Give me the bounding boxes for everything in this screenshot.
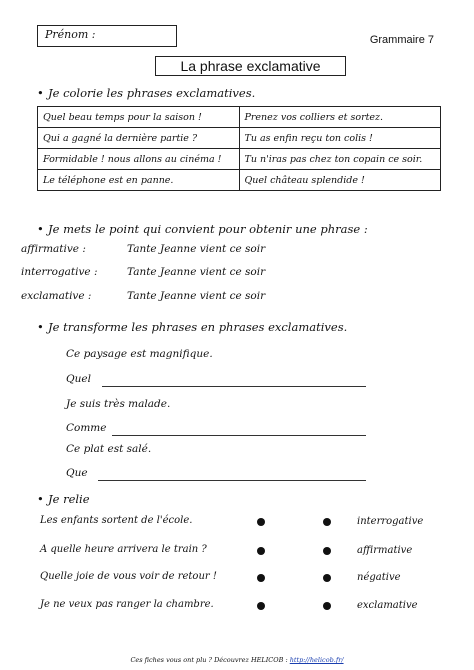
link-dot-right[interactable] [323,518,331,526]
ex3-instruction: • Je transforme les phrases en phrases exclamatives. [37,320,348,334]
phrase-cell[interactable]: Tu n'iras pas chez ton copain ce soir. [239,149,441,170]
ex4-right-item: négative [357,572,401,583]
phrase-cell[interactable]: Prenez vos colliers et sortez. [239,107,441,128]
bullet-icon: • [37,86,44,100]
sentence-text[interactable]: Tante Jeanne vient ce soir [127,243,266,255]
footer [0,656,474,664]
link-dot-left[interactable] [257,547,265,555]
sentence-type-label: exclamative : [21,290,92,302]
ex4-left-item: Quelle joie de vous voir de retour ! [40,571,217,582]
ex4-right-item: interrogative [357,516,424,527]
answer-line[interactable] [102,386,366,387]
ex3-phrase: Ce plat est salé. [66,443,152,455]
page-title: La phrase exclamative [155,56,346,76]
prenom-field[interactable] [37,25,177,47]
phrase-cell[interactable]: Le téléphone est en panne. [38,170,240,191]
sentence-text[interactable]: Tante Jeanne vient ce soir [127,290,266,302]
ex2-instruction: • Je mets le point qui convient pour obtenir une phrase : [37,222,368,236]
link-dot-right[interactable] [323,602,331,610]
prenom-label: Prénom : [45,28,96,41]
phrase-cell[interactable]: Quel château splendide ! [239,170,441,191]
footer-text: Ces fiches vous ont plu ? Découvrez HELICOB : [130,656,288,664]
table-row [38,128,441,149]
footer-link[interactable]: http://helicob.fr/ [289,656,344,664]
table-row [38,170,441,191]
ex3-phrase: Je suis très malade. [66,398,171,410]
sentence-type-label: affirmative : [21,243,86,255]
sentence-type-label: interrogative : [21,266,98,278]
ex4-right-item: exclamative [357,600,418,611]
ex4-instruction: • Je relie [37,492,90,506]
link-dot-right[interactable] [323,574,331,582]
table-row [38,107,441,128]
ex3-answer-start: Comme [66,422,107,434]
ex3-answer-start: Quel [66,373,91,385]
phrase-cell[interactable]: Quel beau temps pour la saison ! [38,107,240,128]
ex1-instruction: • Je colorie les phrases exclamatives. [37,86,256,100]
ex2-row-interrogative [21,266,265,278]
sentence-text[interactable]: Tante Jeanne vient ce soir [127,266,266,278]
link-dot-left[interactable] [257,602,265,610]
ex2-row-affirmative [21,243,265,255]
ex3-answer-start: Que [66,467,88,479]
phrase-cell[interactable]: Tu as enfin reçu ton colis ! [239,128,441,149]
ex2-row-exclamative [21,290,265,302]
bullet-icon: • [37,222,44,236]
answer-line[interactable] [98,480,366,481]
ex4-left-item: Les enfants sortent de l'école. [40,515,193,526]
ex3-phrase: Ce paysage est magnifique. [66,348,213,360]
phrase-cell[interactable]: Qui a gagné la dernière partie ? [38,128,240,149]
bullet-icon: • [37,320,44,334]
ex4-left-item: Je ne veux pas ranger la chambre. [40,599,214,610]
answer-line[interactable] [112,435,366,436]
ex4-right-item: affirmative [357,545,413,556]
ex1-table [37,106,441,191]
phrase-cell[interactable]: Formidable ! nous allons au cinéma ! [38,149,240,170]
link-dot-left[interactable] [257,518,265,526]
link-dot-right[interactable] [323,547,331,555]
link-dot-left[interactable] [257,574,265,582]
table-row [38,149,441,170]
bullet-icon: • [37,492,44,506]
worksheet-number: Grammaire 7 [369,34,434,46]
ex4-left-item: A quelle heure arrivera le train ? [40,544,207,555]
